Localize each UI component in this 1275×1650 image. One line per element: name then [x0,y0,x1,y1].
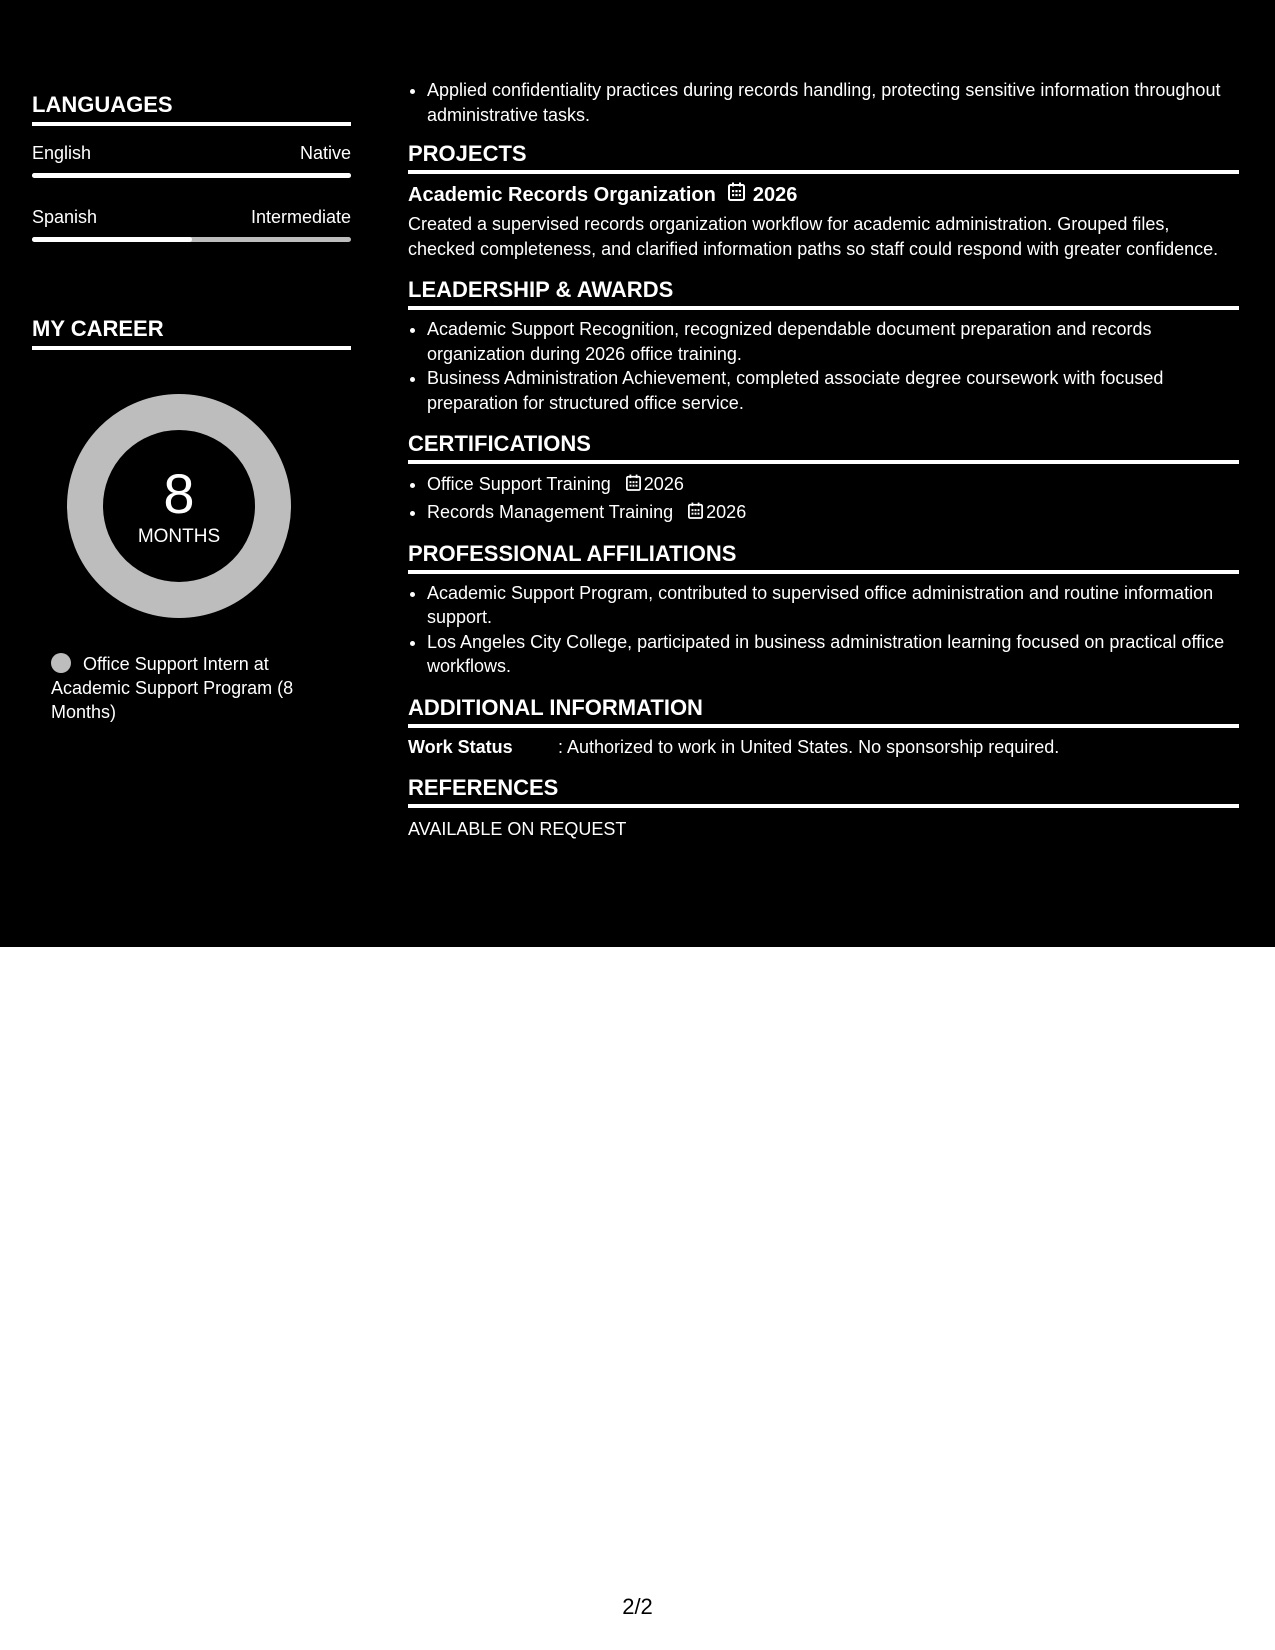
references-heading: REFERENCES [408,775,1239,808]
calendar-icon [688,500,703,527]
additional-info-heading: ADDITIONAL INFORMATION [408,695,1239,728]
language-proficiency-bar [32,237,351,242]
references-text: AVAILABLE ON REQUEST [408,818,627,839]
language-level: Intermediate [250,207,351,227]
certification-date: 2026 [643,474,684,494]
career-heading: MY CAREER [32,316,351,350]
career-total-value: 8 [163,462,195,525]
work-status-label: Work Status [408,736,513,757]
language-level: Native [299,143,351,163]
work-status-value: : Authorized to work in United States. No sponsorship required. [558,736,1060,757]
career-legend [51,652,321,724]
affiliations-list [408,581,1239,679]
leadership-list [408,317,1239,415]
languages-heading: LANGUAGES [32,92,351,126]
language-item-english [32,142,351,178]
career-legend-text: Office Support Intern at Academic Support Program (8 Months) [51,654,294,722]
list-item: • Academic Support Program, contributed to supervised office administration and routine information support. [427,581,1239,630]
language-proficiency-bar [32,173,351,178]
certifications-list [408,471,1239,527]
affiliations-heading: PROFESSIONAL AFFILIATIONS [408,541,1239,574]
project-description: Created a supervised records organization workflow for academic administration. Grouped files, checked completeness, and clarified information paths so staff could respond with greater confidence. [408,214,1219,259]
legend-dot-icon [51,653,71,673]
list-item [427,499,1239,527]
list-item: • Business Administration Achievement, completed associate degree coursework with focused preparation for structured office service. [427,366,1239,415]
leadership-heading: LEADERSHIP & AWARDS [408,277,1239,310]
career-donut-center [67,394,291,618]
certification-name: Office Support Training [427,474,611,494]
calendar-icon [626,472,641,499]
career-total-unit: MONTHS [137,526,221,547]
project-title: Academic Records Organization [408,184,716,206]
project-title-row [408,182,1239,208]
language-name: English [32,143,92,163]
language-proficiency-fill [32,173,351,178]
list-item: • Applied confidentiality practices during records handling, protecting sensitive information throughout administrative tasks. [427,78,1239,127]
list-item: • Los Angeles City College, participated in business administration learning focused on practical office workflows. [427,630,1239,679]
certification-date: 2026 [706,501,747,522]
language-name: Spanish [32,207,98,227]
certification-name: Records Management Training [427,501,674,522]
projects-heading: PROJECTS [408,141,1239,174]
sidebar [32,92,351,724]
experience-bullets [408,78,1239,127]
language-proficiency-fill [32,237,192,242]
page-number: 2/2 [622,1594,653,1619]
calendar-icon [728,182,745,208]
certifications-heading: CERTIFICATIONS [408,431,1239,464]
language-item-spanish [32,206,351,242]
list-item [427,471,1239,499]
list-item: • Academic Support Recognition, recognized dependable document preparation and records organization during 2026 office training. [427,317,1239,366]
work-status-row [408,735,1239,759]
project-date: 2026 [752,184,798,206]
main-content [408,78,1239,841]
career-donut-chart [67,394,291,618]
